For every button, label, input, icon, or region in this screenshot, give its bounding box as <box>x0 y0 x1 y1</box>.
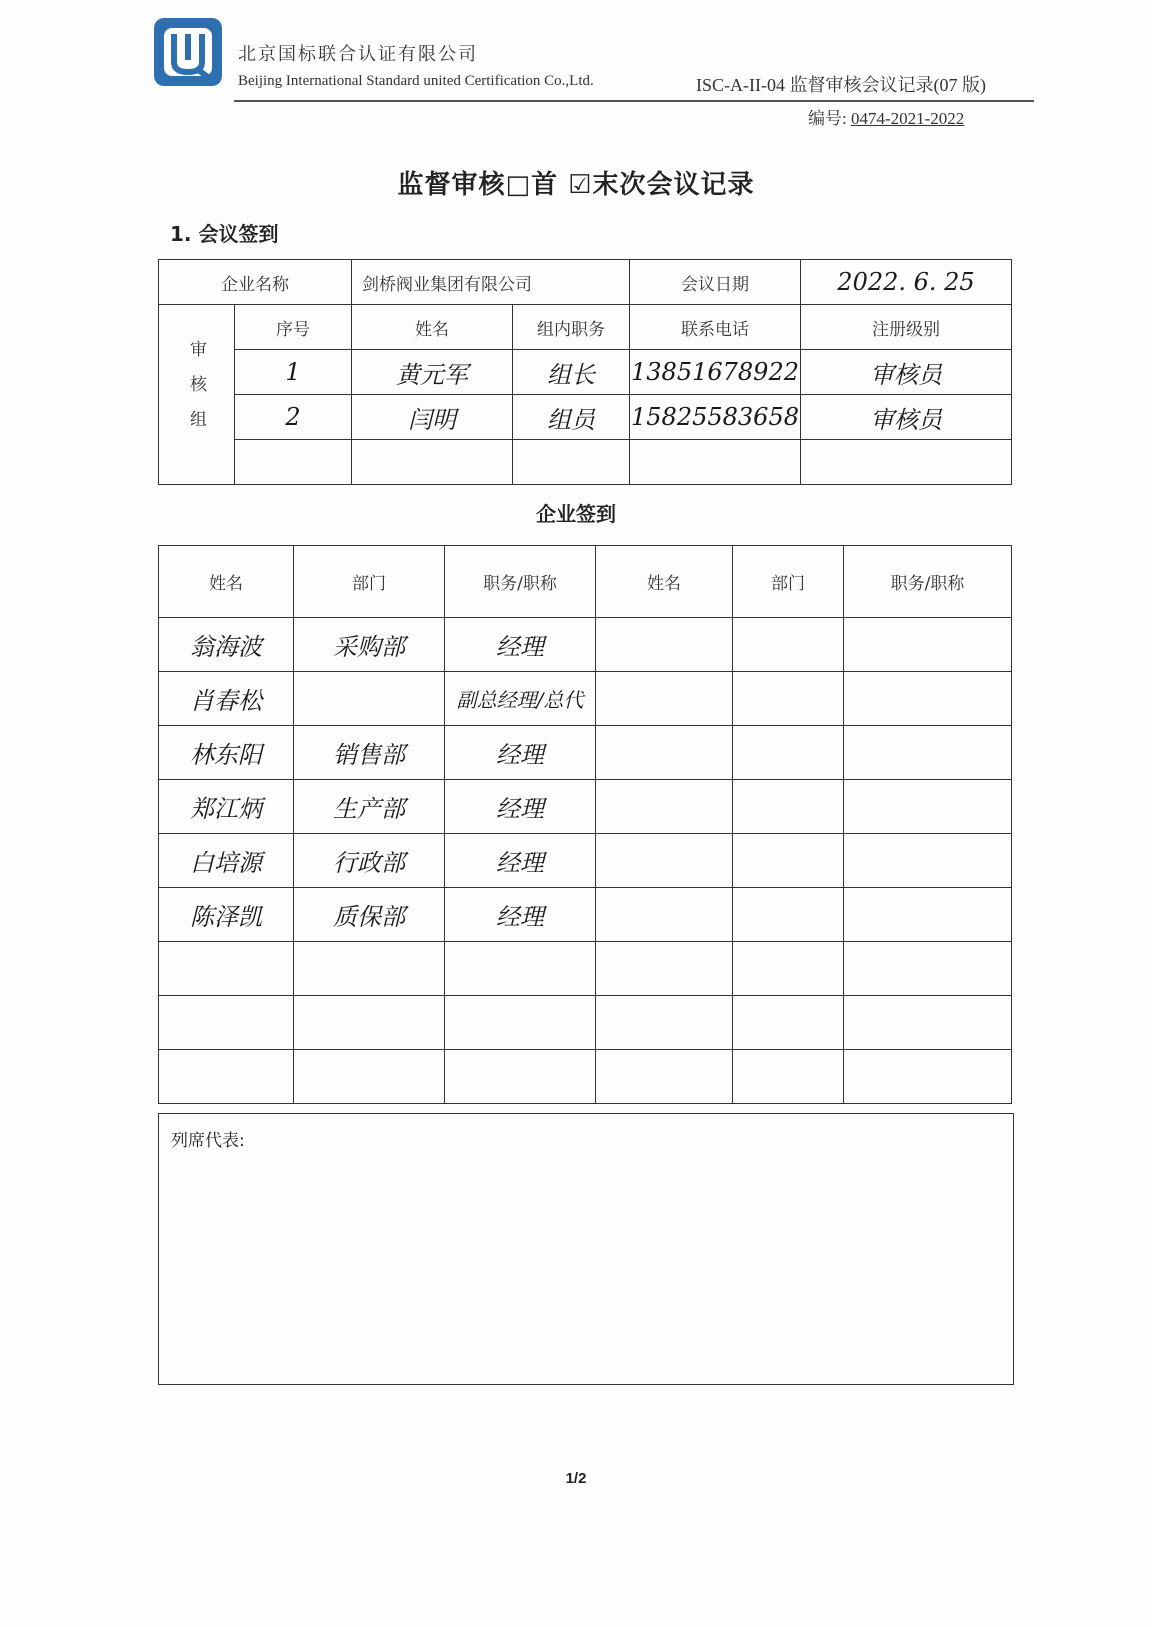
col-header: 部门 <box>294 546 445 618</box>
audit-team-table <box>158 259 1012 485</box>
cell: 审核员 <box>801 350 1012 395</box>
col-header: 组内职务 <box>513 305 630 350</box>
cell: 经理 <box>445 888 596 942</box>
table-row <box>159 996 1012 1050</box>
col-header: 姓名 <box>596 546 733 618</box>
table-row <box>159 942 1012 996</box>
cell: 组长 <box>513 350 630 395</box>
signature-cell: 肖春松 <box>159 672 294 726</box>
signature-cell: 闫明 <box>352 395 513 440</box>
enterprise-signin-title: 企业签到 <box>536 502 616 526</box>
signature-cell: 黄元军 <box>352 350 513 395</box>
table-row <box>159 888 1012 942</box>
col-header: 部门 <box>733 546 844 618</box>
table-row <box>159 1050 1012 1104</box>
cell: 组员 <box>513 395 630 440</box>
attendees-box <box>158 1113 1014 1385</box>
cell: 经理 <box>445 618 596 672</box>
cell: 销售部 <box>294 726 445 780</box>
col-header: 序号 <box>235 305 352 350</box>
signature-cell: 林东阳 <box>159 726 294 780</box>
cell: 副总经理/总代 <box>445 672 596 726</box>
page-title: 监督审核□首 ☑末次会议记录 <box>397 170 755 200</box>
cell: 行政部 <box>294 834 445 888</box>
table-row <box>159 350 1012 395</box>
serial-label: 编号: <box>808 109 847 128</box>
col-header: 联系电话 <box>630 305 801 350</box>
signature-cell: 白培源 <box>159 834 294 888</box>
meeting-date: 2022. 6. 25 <box>801 260 1012 305</box>
col-header: 职务/职称 <box>445 546 596 618</box>
company-name-cn: 北京国标联合认证有限公司 <box>238 44 478 65</box>
cell <box>294 672 445 726</box>
enterprise-signin-table <box>158 545 1012 1104</box>
phone-cell: 15825583658 <box>630 395 801 440</box>
phone-cell: 13851678922 <box>630 350 801 395</box>
col-header: 职务/职称 <box>844 546 1012 618</box>
table-row <box>159 395 1012 440</box>
section-title-signin: 1. 会议签到 <box>170 222 279 246</box>
cell: 质保部 <box>294 888 445 942</box>
company-name-en: Beijing International Standard united Certification Co.,Ltd. <box>238 73 594 89</box>
signature-cell: 陈泽凯 <box>159 888 294 942</box>
signature-cell: 郑江炳 <box>159 780 294 834</box>
table-row <box>159 726 1012 780</box>
table-row <box>159 618 1012 672</box>
cell: 经理 <box>445 780 596 834</box>
signature-cell: 翁海波 <box>159 618 294 672</box>
attendees-label: 列席代表: <box>171 1131 245 1151</box>
cell: 1 <box>235 350 352 395</box>
cell: 2 <box>235 395 352 440</box>
cell: 采购部 <box>294 618 445 672</box>
date-label: 会议日期 <box>630 260 801 305</box>
table-row <box>159 834 1012 888</box>
cell: 经理 <box>445 834 596 888</box>
company-logo <box>152 16 224 88</box>
page-number: 1/2 <box>565 1470 587 1487</box>
audit-group-label: 审核组 <box>159 305 235 485</box>
enterprise-name: 剑桥阀业集团有限公司 <box>352 260 630 305</box>
enterprise-label: 企业名称 <box>159 260 352 305</box>
cell: 经理 <box>445 726 596 780</box>
document-code: ISC-A-II-04 监督审核会议记录(07 版) <box>696 75 986 95</box>
serial-value: 0474-2021-2022 <box>850 109 965 128</box>
col-header: 姓名 <box>159 546 294 618</box>
col-header: 注册级别 <box>801 305 1012 350</box>
header-divider <box>234 100 1034 102</box>
serial-number <box>808 104 964 129</box>
table-row <box>159 440 1012 485</box>
table-row <box>159 672 1012 726</box>
col-header: 姓名 <box>352 305 513 350</box>
cell: 生产部 <box>294 780 445 834</box>
table-row <box>159 780 1012 834</box>
cell: 审核员 <box>801 395 1012 440</box>
